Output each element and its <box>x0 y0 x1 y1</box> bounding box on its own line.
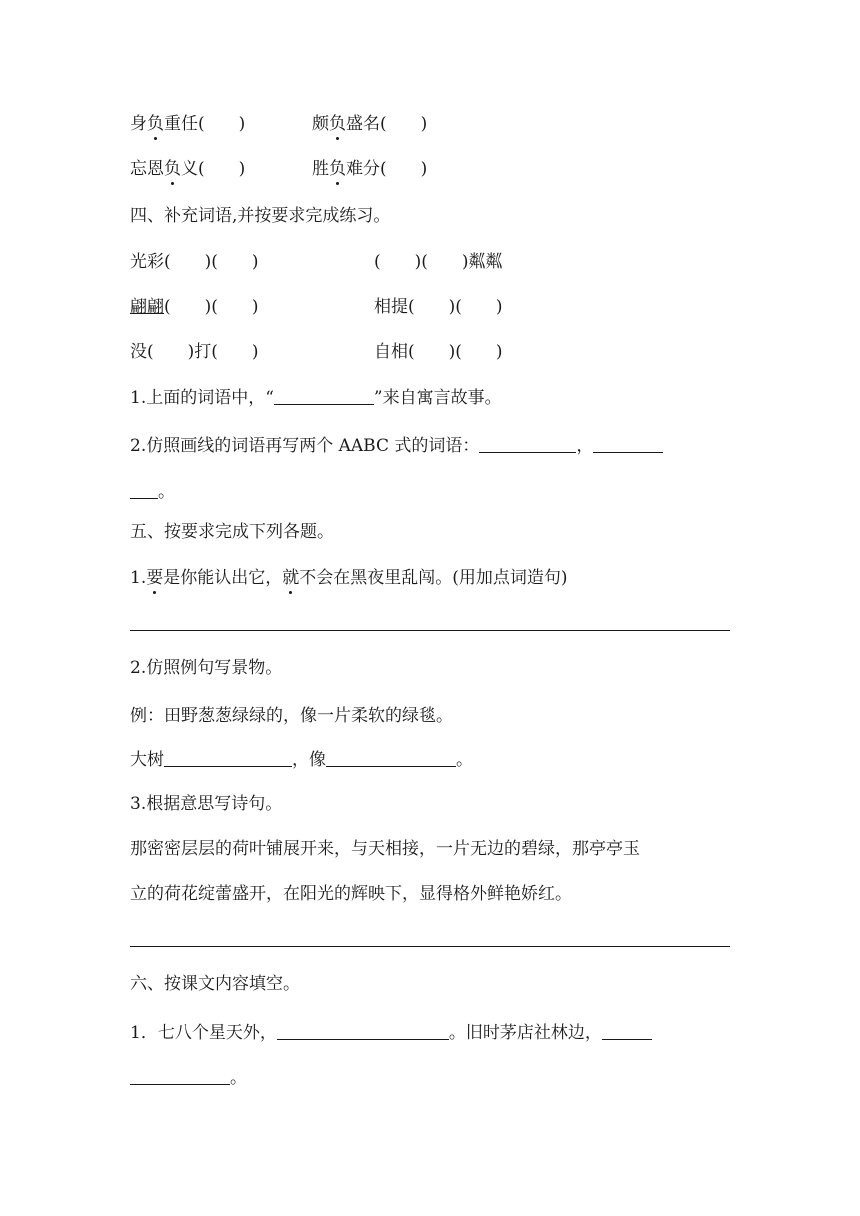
dotted-char: 就 <box>282 568 300 588</box>
section4-question-2 <box>130 434 663 458</box>
section5-question-3: 3.根据意思写诗句。 <box>130 794 283 814</box>
poem-meaning-line-2: 立的荷花绽蕾盛开，在阳光的辉映下，显得格外鲜艳娇红。 <box>130 884 572 904</box>
question-text: ， <box>576 436 594 456</box>
idiom-mei: 没( )打( ) <box>130 342 259 362</box>
word-text: 颇 <box>312 114 329 134</box>
dotted-char: 负 <box>164 159 181 179</box>
answer-blank[interactable] <box>274 386 374 405</box>
question-text: 。 <box>456 750 473 770</box>
answer-blank[interactable] <box>130 1066 230 1085</box>
question-text: 2.仿照画线的词语再写两个 AABC 式的词语： <box>130 436 480 456</box>
question-text: 1．七八个星天外， <box>130 1023 277 1043</box>
answer-blank[interactable] <box>326 748 456 767</box>
question-text: ，像 <box>292 750 326 770</box>
answer-blank[interactable] <box>277 1021 449 1040</box>
dotted-char: 要 <box>146 568 164 588</box>
poem-meaning-line-1: 那密密层层的荷叶铺展开来，与天相接，一片无边的碧绿，那亭亭玉 <box>130 839 640 859</box>
underlined-word: 翩翩 <box>130 297 164 317</box>
question-text: ”来自寓言故事。 <box>373 388 502 408</box>
answer-blank[interactable] <box>164 748 292 767</box>
answer-blank[interactable] <box>479 434 576 453</box>
question-text: 大树 <box>130 750 164 770</box>
section6-question-1-cont <box>130 1066 247 1090</box>
word-item-shengfu <box>312 157 427 181</box>
word-item-pofu <box>312 112 427 136</box>
answer-blank[interactable] <box>593 434 663 453</box>
section5-example: 例：田野葱葱绿绿的，像一片柔软的绿毯。 <box>130 706 453 726</box>
idiom-xiangti: 相提( )( ) <box>374 297 503 317</box>
question-text: 是你能认出它， <box>163 568 283 588</box>
section4-question-2-cont <box>130 480 175 504</box>
word-text: 难分( ) <box>346 159 428 179</box>
section5-question-1 <box>130 566 568 590</box>
section5-question-2: 2.仿照例句写景物。 <box>130 658 283 678</box>
word-text: 重任( ) <box>164 114 246 134</box>
answer-blank[interactable] <box>130 480 158 499</box>
word-text: 忘恩 <box>130 159 164 179</box>
answer-line[interactable] <box>130 946 730 947</box>
section6-heading: 六、按课文内容填空。 <box>130 974 300 994</box>
question-text: 。 <box>230 1068 247 1088</box>
word-text: 义( ) <box>181 159 246 179</box>
word-text: ( )( ) <box>164 297 259 317</box>
question-text: 。 <box>158 482 175 502</box>
dotted-char: 负 <box>329 159 346 179</box>
section5-heading: 五、按要求完成下列各题。 <box>130 522 334 542</box>
section5-fill-sentence <box>130 748 473 772</box>
question-text: 1.上面的词语中，“ <box>130 388 274 408</box>
question-text: 不会在黑夜里乱闯。(用加点词造句) <box>299 568 568 588</box>
word-text: 胜 <box>312 159 329 179</box>
word-item-shenfu <box>130 112 245 136</box>
dotted-char: 负 <box>147 114 164 134</box>
section4-question-1 <box>130 386 502 410</box>
word-item-wangen <box>130 157 245 181</box>
section6-question-1 <box>130 1021 652 1045</box>
idiom-zixiang: 自相( )( ) <box>374 342 503 362</box>
word-text: 身 <box>130 114 147 134</box>
question-number: 1. <box>130 568 147 588</box>
dotted-char: 负 <box>329 114 346 134</box>
section4-heading: 四、补充词语,并按要求完成练习。 <box>130 206 391 226</box>
answer-line[interactable] <box>130 630 730 631</box>
question-text: 。旧时茅店社林边， <box>448 1023 602 1043</box>
idiom-pianpian <box>130 295 259 319</box>
idiom-linlin: ( )( )粼粼 <box>374 252 503 272</box>
idiom-guangcai: 光彩( )( ) <box>130 252 259 272</box>
word-text: 盛名( ) <box>346 114 428 134</box>
answer-blank[interactable] <box>602 1021 652 1040</box>
